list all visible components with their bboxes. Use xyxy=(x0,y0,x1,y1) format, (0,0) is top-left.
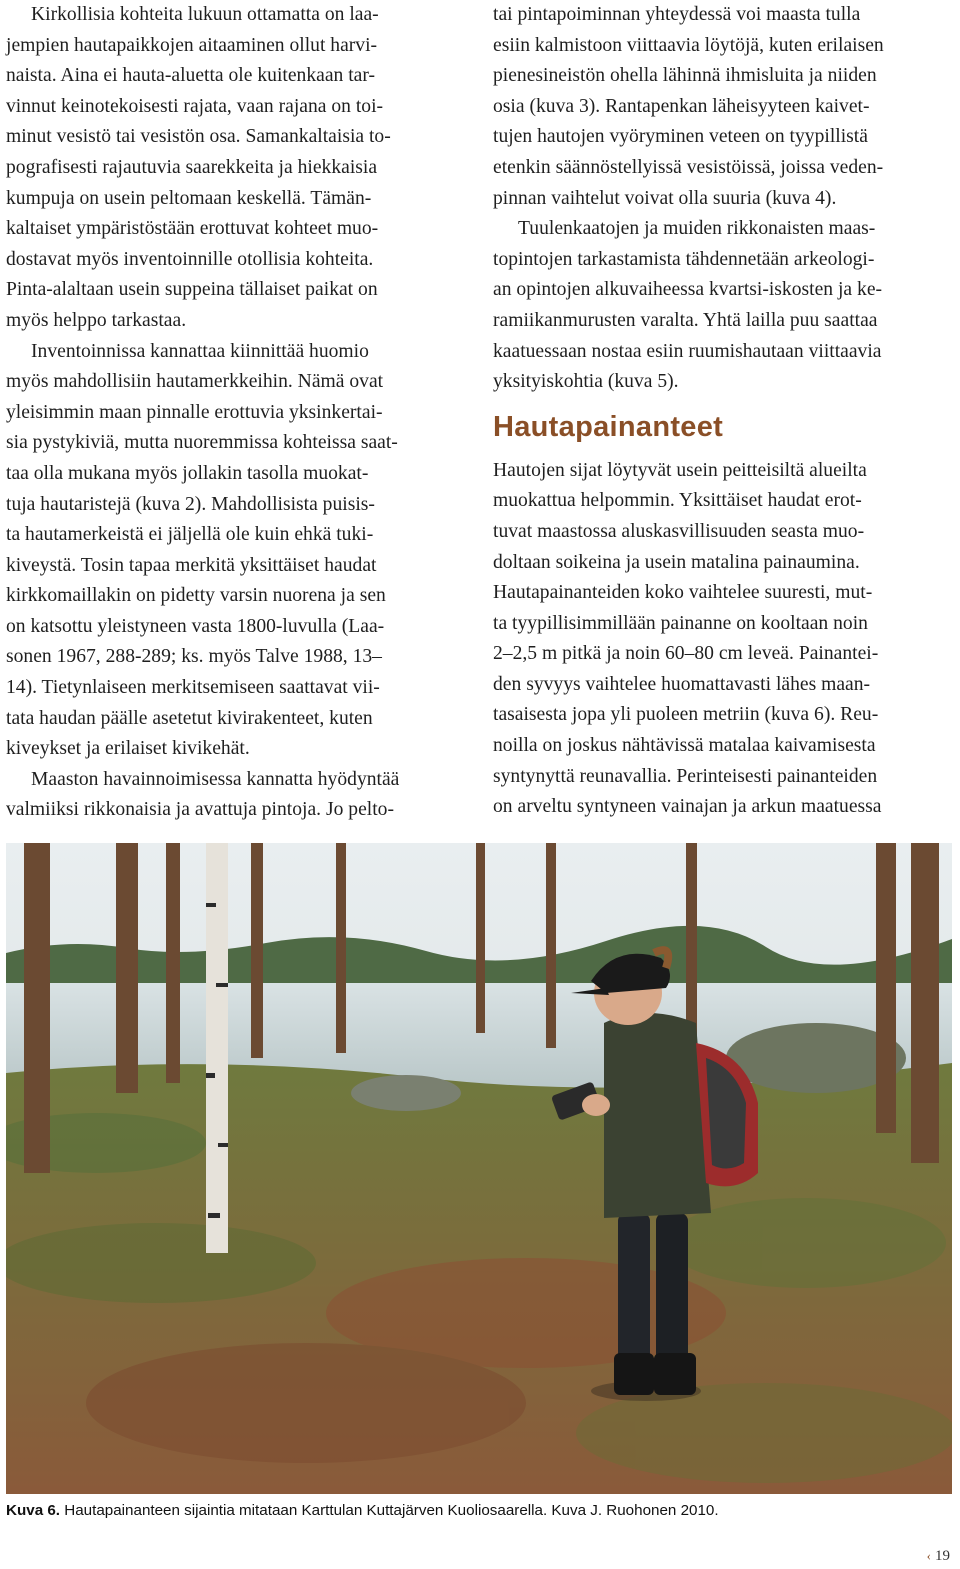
caption-text: Hautapainanteen sijaintia mitataan Karttulan Kuttajärven Kuoliosaarella. Kuva J. Ruohonen 2010. xyxy=(60,1502,719,1519)
text-line: on arveltu syntyneen vainajan ja arkun maatuessa xyxy=(493,796,882,818)
text-line: tuvat maastossa aluskasvillisuuden seasta muo- xyxy=(493,520,865,542)
figure-caption xyxy=(6,1502,719,1519)
text-line: osia (kuva 3). Rantapenkan läheisyyteen kaivet- xyxy=(493,95,870,117)
text-line: Pinta-alaltaan usein suppeina tällaiset paikat on xyxy=(6,279,378,301)
text-line: valmiiksi rikkonaisia ja avattuja pintoja. Jo pelto- xyxy=(6,799,394,821)
text-line: tujen hautojen vyöryminen veteen on tyypillistä xyxy=(493,126,868,148)
text-line: topintojen tarkastamista tähdennetään arkeologi- xyxy=(493,248,875,270)
caption-label: Kuva 6. xyxy=(6,1502,61,1519)
text-line: jempien hautapaikkojen aitaaminen ollut harvi- xyxy=(6,34,378,56)
text-line: myös helppo tarkastaa. xyxy=(6,309,187,331)
text-line: den syvyys vaihtelee huomattavasti lähes maan- xyxy=(493,673,871,695)
text-line: etenkin säännöstellyissä vesistöissä, joissa veden- xyxy=(493,156,884,178)
text-line: ta tyypillisimmillään painanne on kooltaan noin xyxy=(493,612,868,634)
photo-illustration xyxy=(6,843,952,1494)
text-line: noilla on joskus nähtävissä matalaa kaivamisesta xyxy=(493,735,876,757)
text-line: an opintojen alkuvaiheessa kvartsi-iskosten ja ke- xyxy=(493,279,883,301)
page-number xyxy=(927,1548,950,1565)
text-line: Maaston havainnoimisessa kannatta hyödyntää xyxy=(31,768,400,790)
text-line: sia pystykiviä, mutta nuoremmissa kohteissa saat- xyxy=(6,432,398,454)
forest-photo xyxy=(6,843,952,1494)
text-line: dostavat myös inventoinnille otollisia kohteita. xyxy=(6,248,374,270)
text-line: ta hautamerkeistä ei jäljellä ole kuin ehkä tuki- xyxy=(6,524,374,546)
text-line: tasaisesta jopa yli puoleen metriin (kuva 6). Reu- xyxy=(493,704,879,726)
text-line: kirkkomaillakin on pidetty varsin nuorena ja sen xyxy=(6,585,386,607)
text-line: naista. Aina ei hauta-aluetta ole kuitenkaan tar- xyxy=(6,65,376,87)
text-line: esiin kalmistoon viittaavia löytöjä, kuten erilaisen xyxy=(493,34,884,56)
text-line: Hautapainanteiden koko vaihtelee suuresti, mut- xyxy=(493,582,873,604)
text-line: Tuulenkaatojen ja muiden rikkonaisten maas- xyxy=(518,218,876,240)
page-number-value: 19 xyxy=(935,1548,950,1564)
text-line: kumpuja on usein peltomaan keskellä. Tämän- xyxy=(6,187,372,209)
text-line: pinnan vaihtelut voivat olla suuria (kuva 4). xyxy=(493,187,837,209)
text-line: doltaan soikeina ja usein matalina painaumina. xyxy=(493,551,860,573)
text-line: yleisimmin maan pinnalle erottuvia yksinkertai- xyxy=(6,401,383,423)
text-line: Kirkollisia kohteita lukuun ottamatta on laa- xyxy=(31,4,379,25)
text-line: taa olla mukana myös jollakin tasolla muokat- xyxy=(6,462,369,484)
text-line: minut vesistö tai vesistön osa. Samankaltaisia to- xyxy=(6,126,391,148)
text-line: sonen 1967, 288-289; ks. myös Talve 1988, 13– xyxy=(6,646,382,668)
text-line: 2–2,5 m pitkä ja noin 60–80 cm leveä. Painantei- xyxy=(493,643,879,665)
text-line: muokattua helpommin. Yksittäiset haudat erot- xyxy=(493,490,862,512)
text-line: ramiikanmurusten varalta. Yhtä lailla puu saattaa xyxy=(493,309,878,331)
text-line: pografisesti rajautuvia saarekkeita ja hiekkaisia xyxy=(6,156,378,178)
text-line: vinnut keinotekoisesti rajata, vaan rajana on toi- xyxy=(6,95,384,117)
text-line: kaatuessaan nostaa esiin ruumishautaan viittaavia xyxy=(493,340,882,362)
text-line: kiveystä. Tosin tapaa merkitä yksittäiset haudat xyxy=(6,554,377,576)
right-text-column xyxy=(493,0,955,823)
text-line: yksityiskohtia (kuva 5). xyxy=(493,371,679,393)
text-line: kaltaiset ympäristöstään erottuvat kohteet muo- xyxy=(6,218,379,240)
text-line: tata haudan päälle asetetut kivirakenteet, kuten xyxy=(6,707,373,729)
text-line: on katsottu yleistyneen vasta 1800-luvulla (Laa- xyxy=(6,615,385,637)
left-text-column xyxy=(6,0,476,826)
text-line: tai pintapoiminnan yhteydessä voi maasta tulla xyxy=(493,4,861,25)
text-line: myös mahdollisiin hautamerkkeihin. Nämä ovat xyxy=(6,371,384,393)
text-line: syntynyttä reunavallia. Perinteisesti painanteiden xyxy=(493,765,878,787)
text-line: 14). Tietynlaiseen merkitsemiseen saattavat vii- xyxy=(6,677,380,699)
text-line: pienesineistön ohella lähinnä ihmisluita ja niiden xyxy=(493,65,877,87)
text-line: Inventoinnissa kannattaa kiinnittää huomio xyxy=(31,340,369,362)
text-line: tuja hautaristejä (kuva 2). Mahdollisista puisis- xyxy=(6,493,375,515)
section-heading: Hautapainanteet xyxy=(493,410,724,443)
page-marker: ‹ xyxy=(926,1548,931,1563)
text-line: Hautojen sijat löytyvät usein peitteisiltä alueilta xyxy=(493,459,867,481)
text-line: kiveykset ja erilaiset kivikehät. xyxy=(6,738,250,760)
